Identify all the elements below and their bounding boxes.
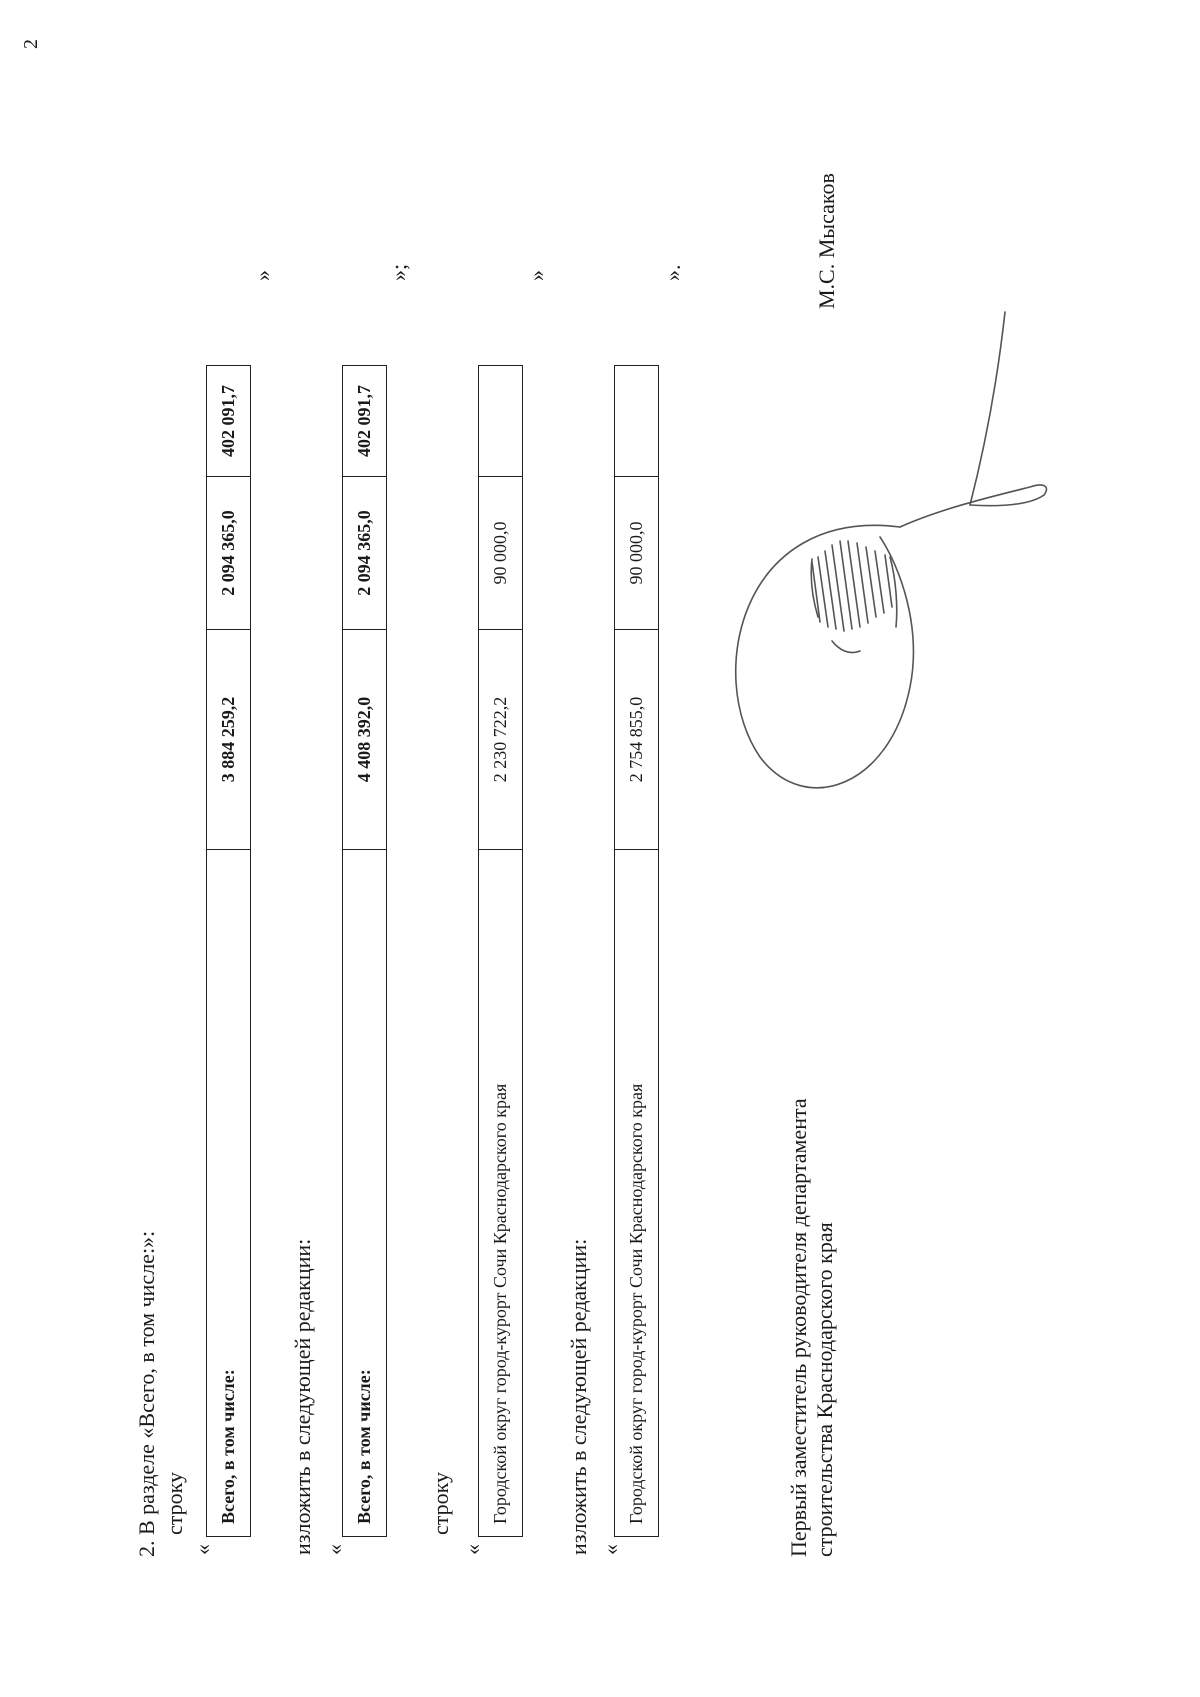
quote-close-1: » bbox=[250, 270, 275, 281]
quote-close-semicolon: »; bbox=[386, 263, 411, 281]
table-row-sochi-old bbox=[478, 365, 523, 1537]
cell-value-2: 90 000,0 bbox=[615, 476, 658, 629]
cell-value-2: 90 000,0 bbox=[479, 476, 522, 629]
quote-close-3: » bbox=[524, 270, 549, 281]
cell-value-1: 3 884 259,2 bbox=[207, 629, 250, 849]
signer-name: М.С. Мысаков bbox=[814, 173, 839, 309]
cell-value-1: 2 754 855,0 bbox=[615, 629, 658, 849]
quote-close-period: ». bbox=[660, 264, 685, 281]
cell-value-2: 2 094 365,0 bbox=[343, 476, 386, 629]
cell-name: Всего, в том числе: bbox=[343, 849, 386, 1536]
cell-value-2: 2 094 365,0 bbox=[207, 476, 250, 629]
cell-value-3: 402 091,7 bbox=[354, 385, 374, 457]
cell-name: Всего, в том числе: bbox=[207, 849, 250, 1536]
signer-position-line1: Первый заместитель руководителя департамента bbox=[786, 1098, 811, 1557]
cell-value-1: 4 408 392,0 bbox=[343, 629, 386, 849]
page-number: 2 bbox=[20, 39, 42, 49]
section-intro: 2. В разделе «Всего, в том числе:»: bbox=[134, 1230, 159, 1557]
table-row-total-new bbox=[342, 365, 387, 1537]
word-izlozhit-2: изложить в следующей редакции: bbox=[566, 1238, 591, 1555]
quote-open-1: « bbox=[190, 1544, 215, 1555]
table-row-total-old bbox=[206, 365, 251, 1537]
cell-name: Городской округ город-курорт Сочи Краснодарского края bbox=[615, 849, 658, 1536]
cell-value-1: 2 230 722,2 bbox=[479, 629, 522, 849]
signer-position-line2: строительства Краснодарского края bbox=[812, 1222, 837, 1557]
cell-value-3 bbox=[479, 366, 522, 476]
quote-open-3: « bbox=[460, 1544, 485, 1555]
table-row-sochi-new bbox=[614, 365, 659, 1537]
word-izlozhit-1: изложить в следующей редакции: bbox=[290, 1238, 315, 1555]
cell-name: Городской округ город-курорт Сочи Краснодарского края bbox=[479, 849, 522, 1536]
word-stroku-2: строку bbox=[428, 1471, 453, 1535]
cell-value-3 bbox=[615, 366, 658, 476]
quote-open-4: « bbox=[598, 1544, 623, 1555]
quote-open-2: « bbox=[322, 1544, 347, 1555]
handwritten-signature bbox=[700, 307, 1060, 827]
word-stroku-1: строку bbox=[162, 1471, 187, 1535]
cell-value-3: 402 091,7 bbox=[218, 385, 238, 457]
